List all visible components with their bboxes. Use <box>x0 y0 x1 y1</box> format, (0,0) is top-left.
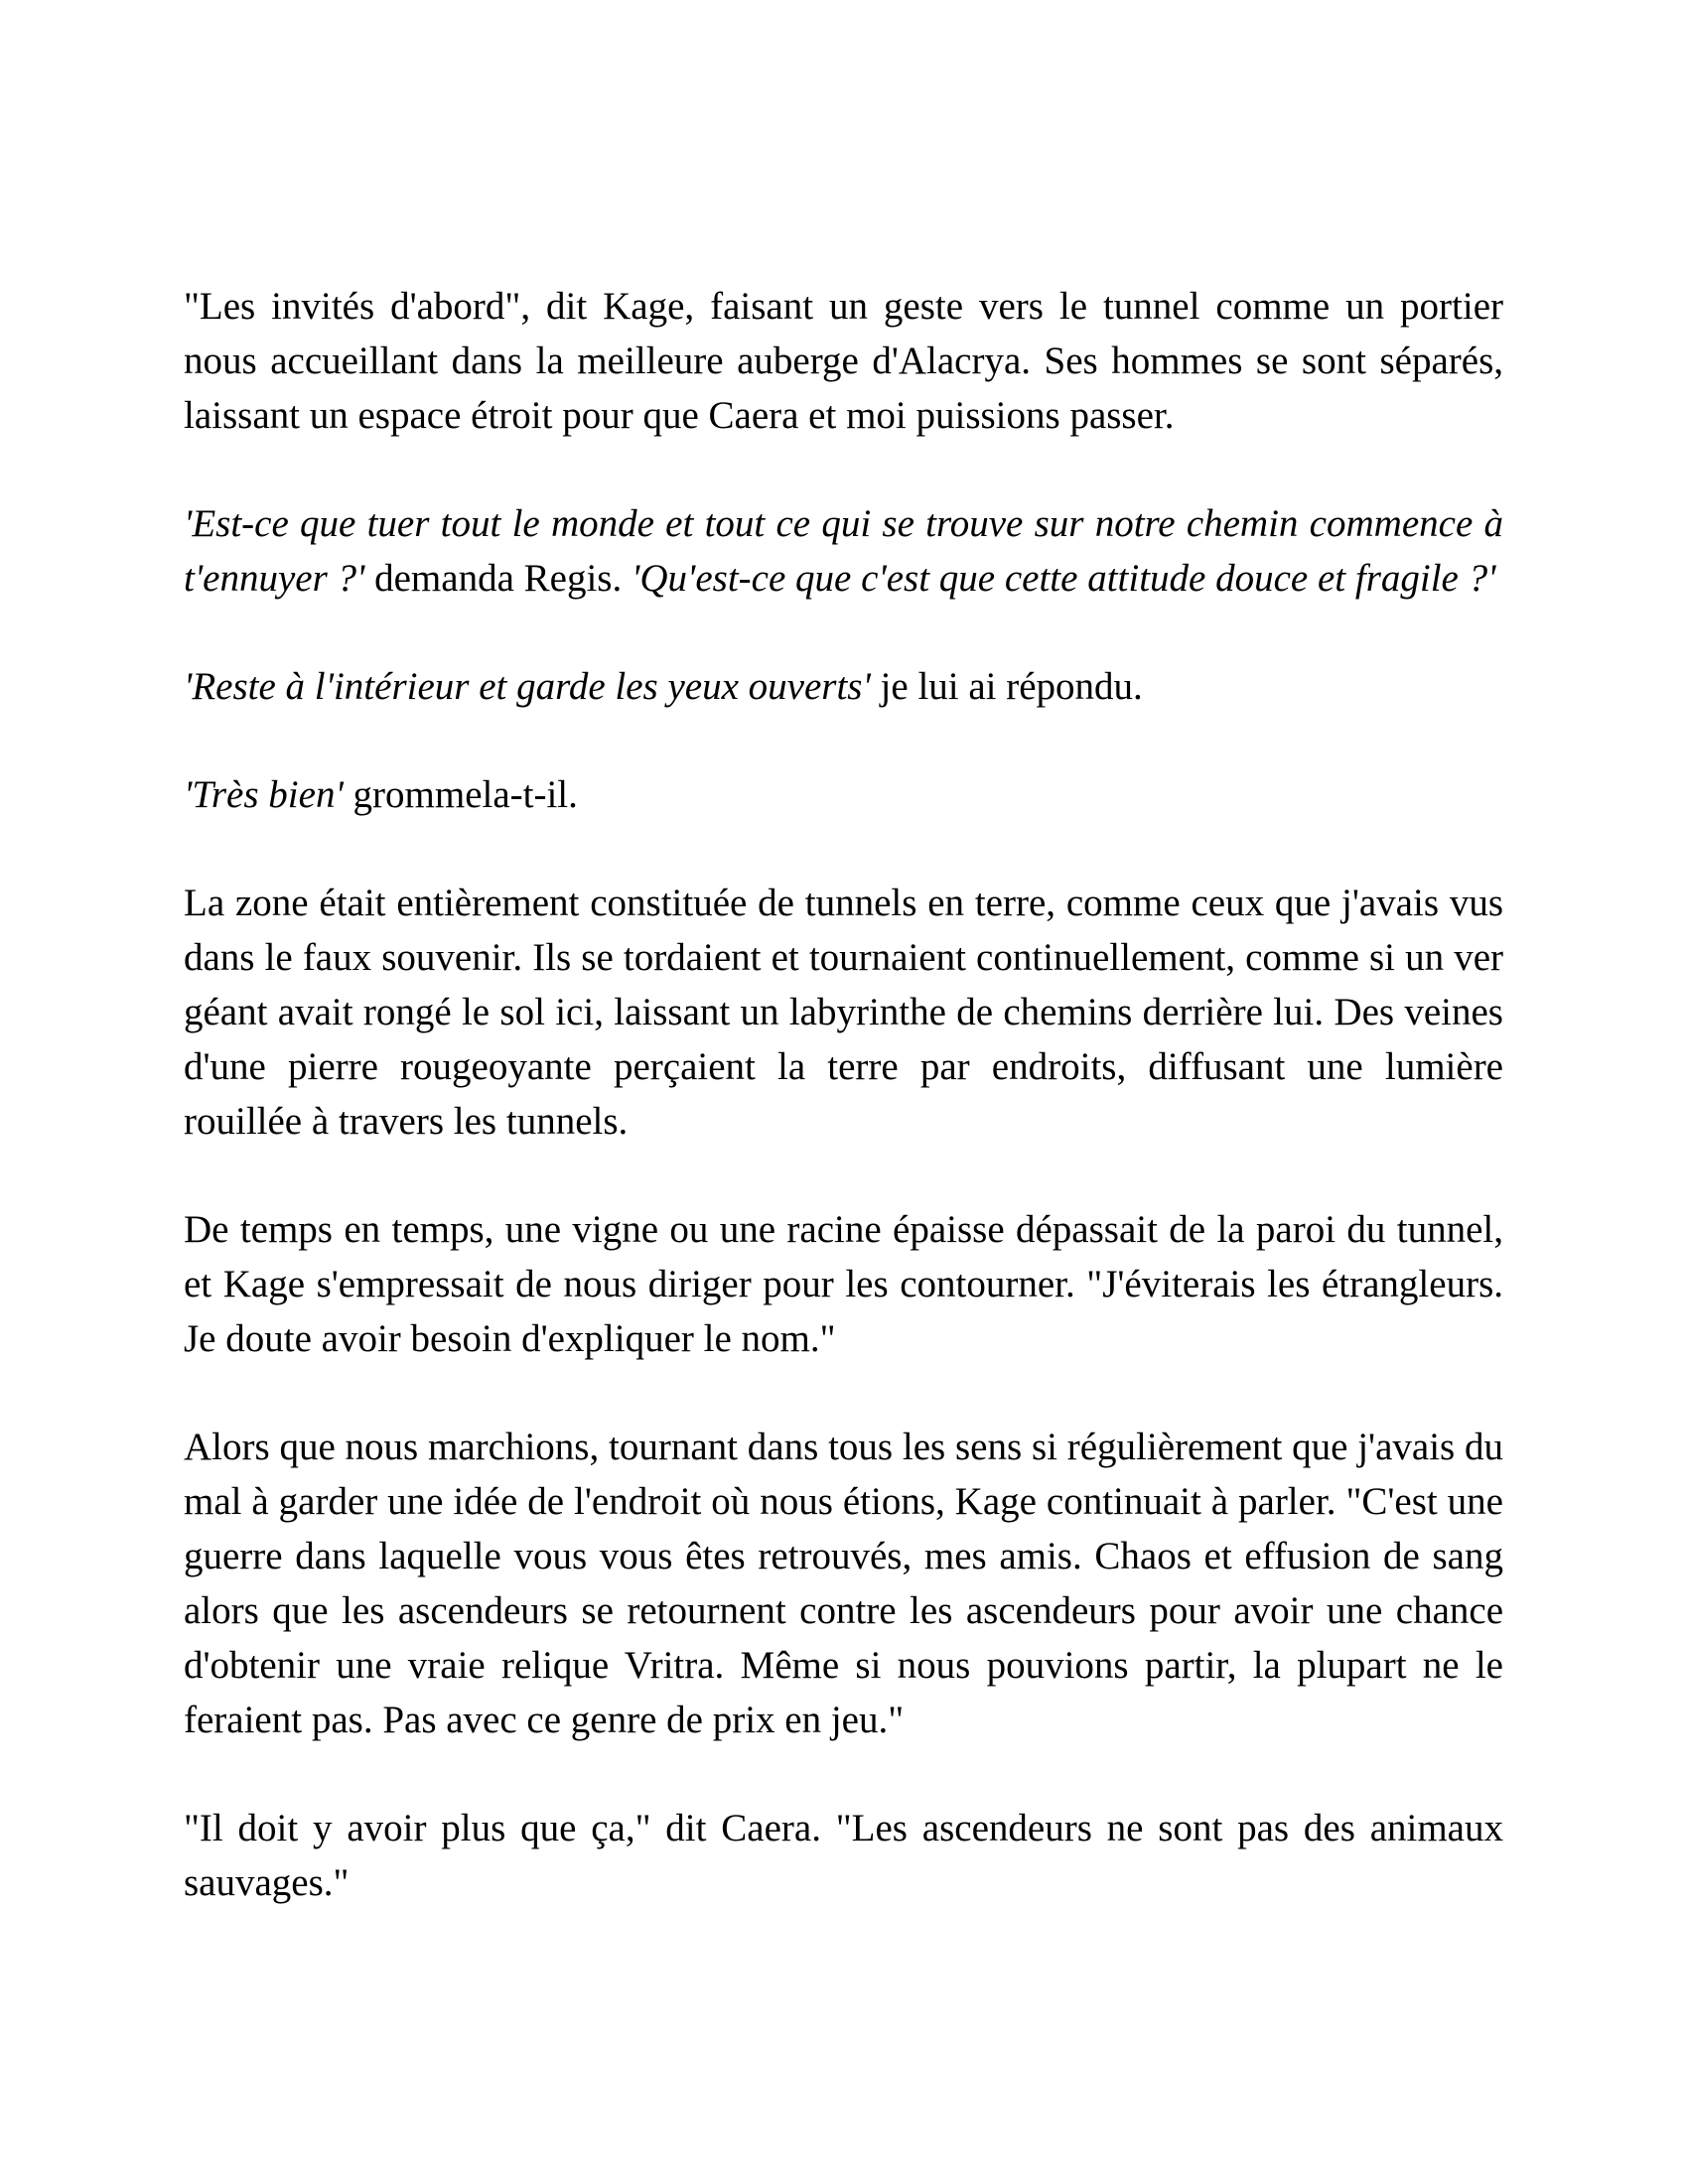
paragraph-7 <box>184 1420 1503 1747</box>
paragraph-1 <box>184 279 1503 443</box>
text-segment: demanda Regis. <box>364 557 632 600</box>
text-content <box>184 279 1503 1910</box>
text-segment: De temps en temps, une vigne ou une racine épaisse dépassait de la paroi du tunnel, et Kage s'empressait de nous diriger pour les contourner. "J'éviterais les étrangleurs. Je doute avoir besoin d'expliquer le nom." <box>184 1208 1503 1360</box>
italic-text-segment: 'Qu'est-ce que c'est que cette attitude douce et fragile ?' <box>631 557 1496 600</box>
text-segment: "Il doit y avoir plus que ça," dit Caera. "Les ascendeurs ne sont pas des animaux sauvages." <box>184 1807 1503 1904</box>
paragraph-8 <box>184 1801 1503 1910</box>
text-segment: grommela-t-il. <box>343 773 578 816</box>
italic-text-segment: 'Reste à l'intérieur et garde les yeux ouverts' <box>184 665 871 708</box>
paragraph-4 <box>184 767 1503 822</box>
paragraph-6 <box>184 1202 1503 1366</box>
text-segment: La zone était entièrement constituée de tunnels en terre, comme ceux que j'avais vus dans le faux souvenir. Ils se tordaient et tournaient continuellement, comme si un ver géant avait rongé le sol ici, laissant un labyrinthe de chemins derrière lui. Des veines d'une pierre rougeoyante perçaient la terre par endroits, diffusant une lumière rouillée à travers les tunnels. <box>184 882 1503 1143</box>
text-segment: "Les invités d'abord", dit Kage, faisant un geste vers le tunnel comme un portier nous accueillant dans la meilleure auberge d'Alacrya. Ses hommes se sont séparés, laissant un espace étroit pour que Caera et moi puissions passer. <box>184 285 1503 437</box>
italic-text-segment: 'Est-ce que tuer tout le monde et tout ce qui se trouve sur notre chemin commence à t'ennuyer ?' <box>184 502 1503 600</box>
text-segment: je lui ai répondu. <box>870 665 1143 708</box>
paragraph-5 <box>184 876 1503 1149</box>
text-segment: Alors que nous marchions, tournant dans tous les sens si régulièrement que j'avais du mal à garder une idée de l'endroit où nous étions, Kage continuait à parler. "C'est une guerre dans laquelle vous vous êtes retrouvés, mes amis. Chaos et effusion de sang alors que les ascendeurs se retournent contre les ascendeurs pour avoir une chance d'obtenir une vraie relique Vritra. Même si nous pouvions partir, la plupart ne le feraient pas. Pas avec ce genre de prix en jeu." <box>184 1426 1503 1741</box>
italic-text-segment: 'Très bien' <box>184 773 344 816</box>
paragraph-2 <box>184 496 1503 606</box>
paragraph-3 <box>184 659 1503 714</box>
